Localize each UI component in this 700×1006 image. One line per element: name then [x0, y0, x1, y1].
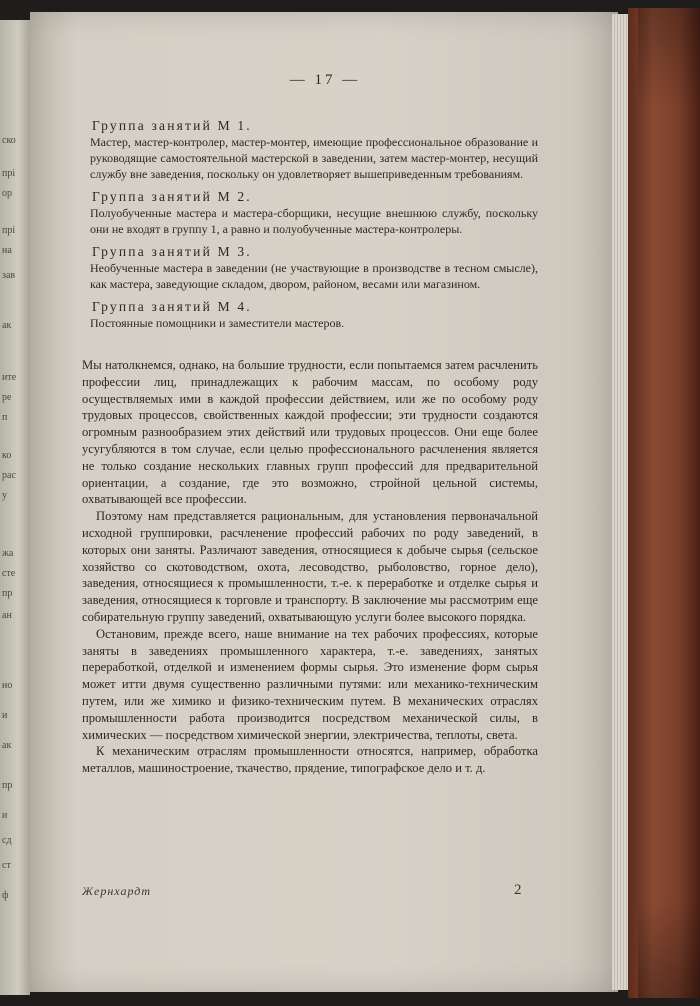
- group-m3: [82, 243, 538, 292]
- facing-page-fragment: зав: [2, 270, 16, 281]
- cover-shading: [638, 8, 700, 998]
- group-description: Постоянные помощники и заместители мастеров.: [90, 316, 345, 330]
- group-description: Полуобученные мастера и мастера-сборщики, несущие внешнюю службу, поскольку они не входят в группу 1, а равно и полуобученные мастера-контролеры.: [90, 206, 538, 236]
- group-description: Мастер, мастер-контролер, мастер-монтер, имеющие профессиональное образование и руководящие самостоятельной мастерской в заведении, затем мастер-монтер, несущий службу вне заведения, поскольку он удовлетворяет вышеприведенным требованиям.: [90, 135, 538, 181]
- facing-page-fragment: сд: [2, 835, 12, 846]
- facing-page-fragment: ко: [2, 450, 12, 461]
- group-heading: Группа занятий М 1.: [92, 118, 252, 133]
- facing-page-fragment: ско: [2, 135, 16, 146]
- facing-page-fragment: п: [2, 412, 8, 423]
- facing-page-fragment: сте: [2, 568, 16, 579]
- facing-page-fragment: у: [2, 490, 7, 501]
- facing-page-fragment: ре: [2, 392, 12, 403]
- facing-page-fragment: и: [2, 710, 8, 721]
- facing-page-fragment: но: [2, 680, 13, 691]
- book-cover: [628, 8, 700, 998]
- facing-page-fragment: ан: [2, 610, 12, 621]
- paragraph: Поэтому нам представляется рациональным, для установления первоначальной исходной группировки, расчленение профессий рабочих по роду заведений, в которых они заняты. Различают заведения, относящиеся к добыче сырья (сельское хозяйство со скотоводством, охота, лесоводство, рыболовство, горное дело), заведения, относящиеся к промышленности, т.-е. к переработке и отделке сырья и заведения, относящиеся к торговле и транспорту. В заключение мы рассмотрим еще собирательную группу заведений, охватывающую услуги более высокого порядка.: [82, 509, 538, 624]
- facing-page-fragment: ор: [2, 188, 12, 199]
- group-description: Необученные мастера в заведении (не участвующие в производстве в тесном смысле), как мастера, заведующие складом, двором, районом, весами или магазином.: [90, 261, 538, 291]
- group-heading: Группа занятий М 4.: [92, 299, 252, 314]
- facing-page-fragment: ак: [2, 320, 12, 331]
- group-m4: [82, 298, 538, 331]
- facing-page-fragment: ак: [2, 740, 12, 751]
- group-m1: [82, 117, 538, 182]
- facing-page-fragment: и: [2, 810, 8, 821]
- facing-page-fragment: пр: [2, 780, 13, 791]
- paragraph: Остановим, прежде всего, наше внимание на тех рабочих профессиях, которые заняты в заведениях промышленного характера, т.-е. заведениях, занятых переработкой, отделкой и изменением формы сырья. Это изменение форм сырья может итти двумя существенно различными путями: или механико-техническим путем, или же химико и физико-техническим путем. В механических отраслях промышленности работа производится посредством механической силы, в химических — посредством химической энергии, электричества, теплоты, света.: [82, 626, 538, 742]
- facing-page-fragment: пр: [2, 588, 13, 599]
- previous-page-edge: [0, 20, 30, 995]
- facing-page-fragment: ф: [2, 890, 9, 901]
- paragraph: К механическим отраслям промышленности относятся, например, обработка металлов, машиностроение, ткачество, прядение, типографское дело и т. д.: [82, 744, 538, 776]
- group-heading: Группа занятий М 3.: [92, 244, 252, 259]
- main-text: [82, 357, 538, 777]
- page-number: — 17 —: [289, 72, 361, 88]
- facing-page-fragment: ст: [2, 860, 11, 871]
- occupation-groups: [82, 117, 538, 331]
- facing-page-fragment: ите: [2, 372, 17, 383]
- book-page: [30, 12, 618, 992]
- facing-page-fragment: жа: [2, 548, 14, 559]
- printer-signature: Жернхардт: [82, 884, 152, 898]
- sheet-number: 2: [514, 882, 522, 898]
- group-m2: [82, 188, 538, 237]
- facing-page-fragment: рас: [2, 470, 16, 481]
- facing-page-fragment: прі: [2, 225, 16, 236]
- facing-page-fragment: на: [2, 245, 12, 256]
- group-heading: Группа занятий М 2.: [92, 189, 252, 204]
- paragraph: Мы натолкнемся, однако, на большие трудности, если попытаемся затем расчленить профессии лиц, принадлежащих к рабочим массам, по особому роду осуществляемых ими в каждой профессии действием, или же по особому роду трудовых процессов, свойственных каждой профессии; эти трудности создаются огромным разнообразием этих действий или трудовых процессов. Они еще более усугубляются в том случае, если целью профессионального расчленения является не только создание нескольких главных групп профессий для предварительной ориентации, а создание, где это возможно, стройной цельной системы, охватывающей все профессии.: [82, 358, 538, 507]
- facing-page-fragment: прі: [2, 168, 16, 179]
- page-content: [82, 72, 538, 777]
